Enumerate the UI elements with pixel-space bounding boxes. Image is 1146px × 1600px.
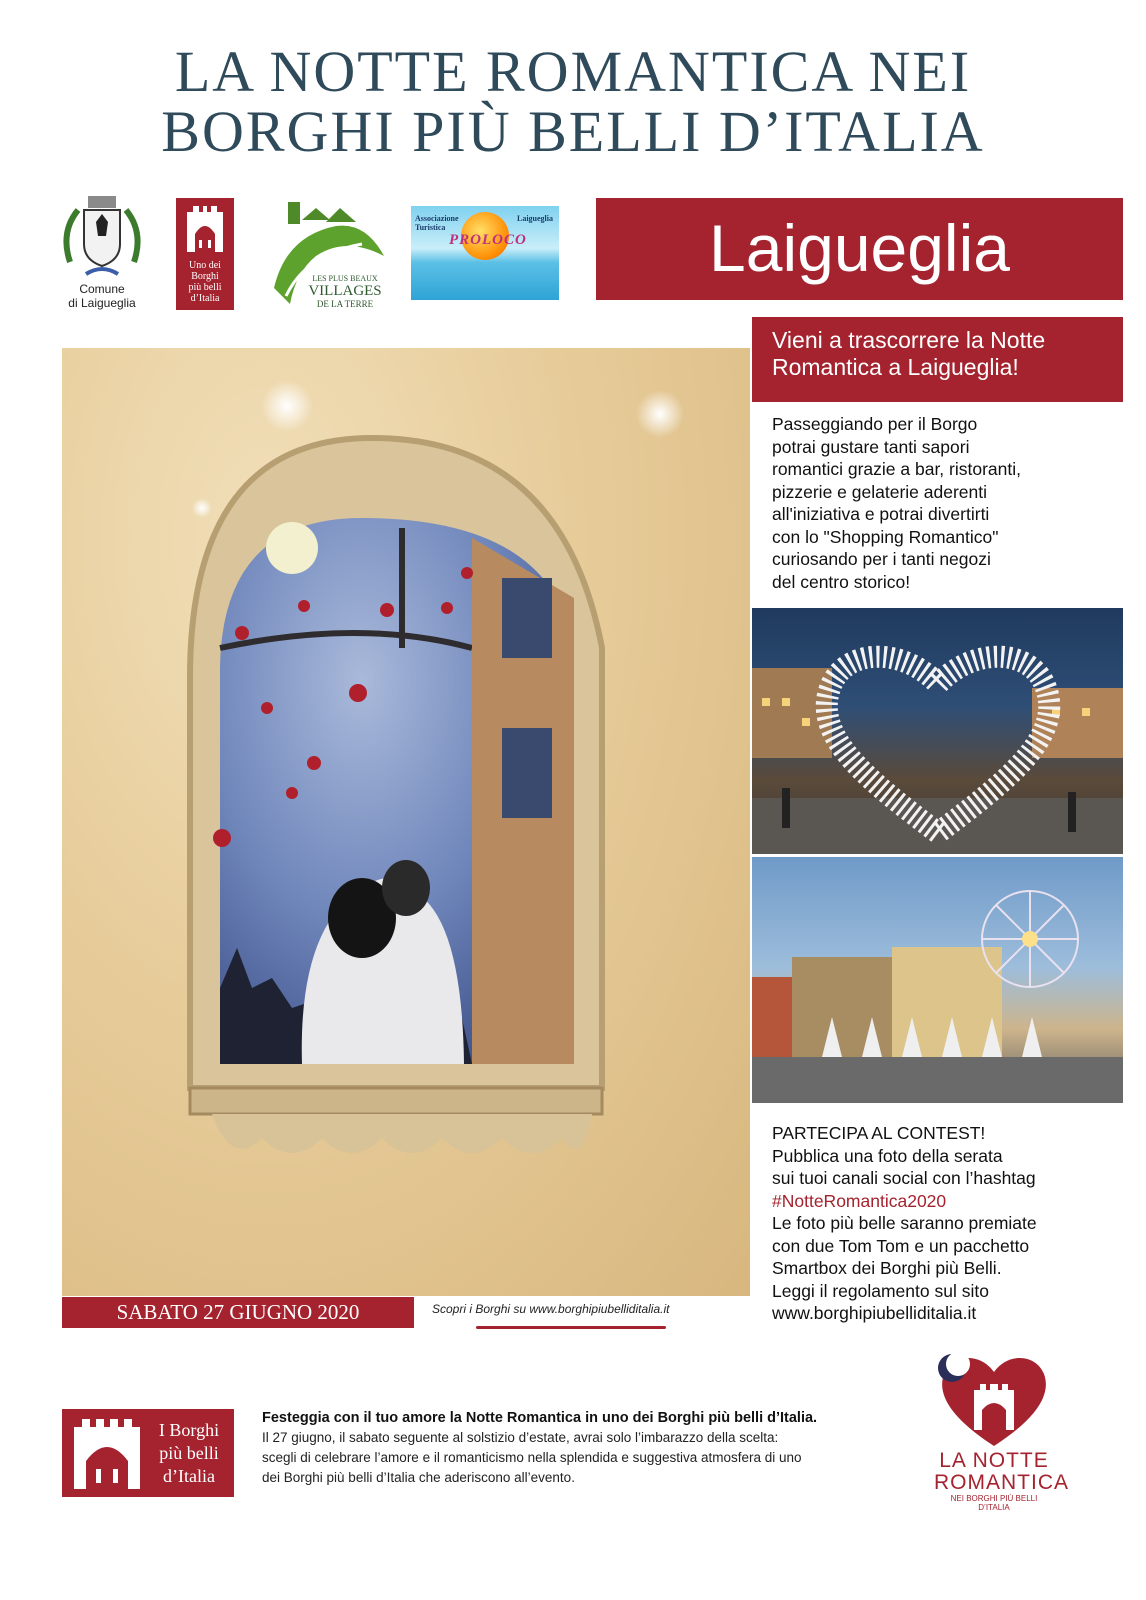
description-line: romantici grazie a bar, ristoranti, bbox=[772, 459, 1021, 479]
event-date: SABATO 27 GIUGNO 2020 bbox=[62, 1297, 414, 1328]
description-line: pizzerie e gelaterie aderenti bbox=[772, 481, 987, 502]
comune-logo bbox=[56, 192, 148, 312]
comune-caption-1: Comune bbox=[79, 282, 125, 296]
borghi-small-logo bbox=[176, 198, 234, 310]
footer-lead: Festeggia con il tuo amore la Notte Romantica in uno dei Borghi più belli d’Italia. bbox=[262, 1410, 818, 1426]
borghi-small-text-2: Borghi bbox=[191, 271, 219, 282]
ferris-photo-art bbox=[752, 857, 1123, 1103]
coat-of-arms-icon bbox=[56, 192, 148, 282]
comune-caption-2: di Laigueglia bbox=[68, 296, 136, 310]
romantica-text-2: ROMANTICA bbox=[934, 1471, 1069, 1494]
contest-line: con due Tom Tom e un pacchetto bbox=[772, 1235, 1030, 1256]
description-line: Passeggiando per il Borgo bbox=[772, 414, 978, 434]
villages-text-3: DE LA TERRE bbox=[316, 299, 374, 309]
footer-logo-text-1: I Borghi bbox=[158, 1420, 220, 1440]
discover-underline bbox=[476, 1326, 666, 1329]
borghi-small-text-1: Uno dei bbox=[189, 260, 221, 271]
tower-icon bbox=[185, 204, 225, 252]
contest-line: sui tuoi canali social con l’hashtag bbox=[772, 1168, 1036, 1188]
footer-body-line: Il 27 giugno, il sabato seguente al solstizio d’estate, avrai solo l’imbarazzo della scelta: bbox=[262, 1430, 779, 1445]
borghi-small-text-3: più belli bbox=[188, 282, 222, 293]
description-line: all'iniziativa e potrai divertirti bbox=[772, 504, 990, 524]
heart-photo-art bbox=[752, 608, 1123, 854]
borghi-footer-logo bbox=[62, 1409, 234, 1497]
romantica-text-3: NEI BORGHI PIÙ BELLI D’ITALIA bbox=[950, 1494, 1038, 1512]
footer-text bbox=[262, 1408, 892, 1488]
contest-line: Pubblica una foto della serata bbox=[772, 1145, 1003, 1166]
contest-title: PARTECIPA AL CONTEST! bbox=[772, 1123, 986, 1143]
villages-text-2: VILLAGES bbox=[308, 283, 382, 299]
invite-line-1: Vieni a trascorrere la Notte bbox=[772, 327, 1046, 353]
proloco-town: Laigueglia bbox=[516, 214, 553, 223]
footer-logo-text-3: d’Italia bbox=[163, 1466, 215, 1486]
footer-logo-text-2: più belli bbox=[159, 1443, 219, 1463]
page-title-line1: LA NOTTE ROMANTICA NEI bbox=[174, 39, 972, 104]
invite-box bbox=[752, 317, 1123, 402]
description-line: curiosando per i tanti negozi bbox=[772, 549, 991, 569]
contest-hashtag: #NotteRomantica2020 bbox=[772, 1190, 947, 1211]
contest-line: Le foto più belle saranno premiate bbox=[772, 1213, 1037, 1233]
discover-link[interactable]: Scopri i Borghi su www.borghipiubelliditalia.it bbox=[432, 1302, 670, 1316]
illustration-art bbox=[62, 348, 750, 1296]
notte-romantica-logo bbox=[934, 1350, 1069, 1512]
tower-dome-icon bbox=[72, 1417, 142, 1489]
town-banner: Laigueglia bbox=[596, 198, 1123, 300]
romantica-text-1: LA NOTTE bbox=[939, 1449, 1049, 1472]
heart-balloons-photo bbox=[752, 608, 1123, 854]
villages-text-1: LES PLUS BEAUX bbox=[312, 274, 378, 283]
proloco-logo bbox=[411, 206, 559, 300]
description-line: del centro storico! bbox=[772, 571, 911, 592]
contest-line: Smartbox dei Borghi più Belli. bbox=[772, 1258, 1002, 1278]
description-line: potrai gustare tanti sapori bbox=[772, 436, 970, 457]
invite-line-2: Romantica a Laigueglia! bbox=[772, 354, 1019, 380]
contest-line: Leggi il regolamento sul sito bbox=[772, 1280, 989, 1301]
borghi-small-text-4: d’Italia bbox=[190, 293, 220, 304]
page-title-line2: BORGHI PIÙ BELLI D’ITALIA bbox=[161, 99, 985, 164]
heart-moon-icon bbox=[934, 1350, 1054, 1450]
footer-body-line: dei Borghi più belli d’Italia che aderiscono all’evento. bbox=[262, 1470, 575, 1485]
villages-logo bbox=[266, 196, 388, 308]
ferris-wheel-photo bbox=[752, 857, 1123, 1103]
footer-body-line: scegli di celebrare l’amore e il romanticismo nella splendida e suggestiva atmosfera di uno bbox=[262, 1450, 802, 1465]
window-couple-illustration bbox=[62, 348, 750, 1296]
proloco-name: PROLOCO bbox=[449, 232, 527, 248]
description-line: con lo "Shopping Romantico" bbox=[772, 526, 999, 547]
contest-section bbox=[772, 1122, 1122, 1325]
event-description bbox=[772, 413, 1112, 593]
proloco-association: Associazione Turistica bbox=[415, 214, 459, 232]
contest-website-link[interactable]: www.borghipiubelliditalia.it bbox=[772, 1303, 977, 1323]
